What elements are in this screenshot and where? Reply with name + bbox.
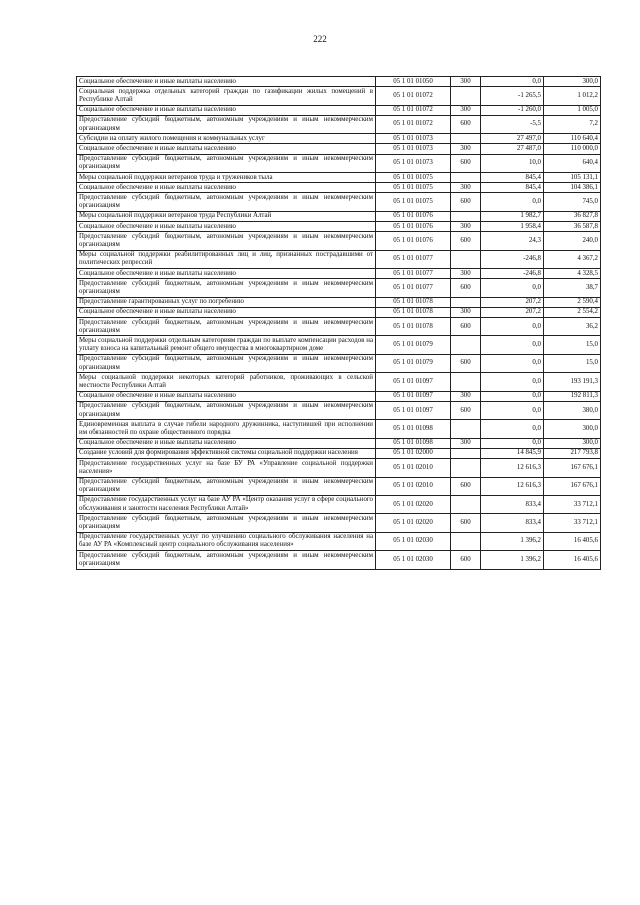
row-expense-type-cell: 300 [451,391,481,401]
table-row [77,477,601,495]
row-change-amount-cell: 0,0 [481,279,544,297]
row-change-amount-cell: 1 958,4 [481,222,544,232]
row-expense-type-cell: 300 [451,269,481,279]
row-expense-type-cell [451,297,481,307]
row-change-amount-cell: 27 487,0 [481,144,544,154]
row-name-cell: Предоставление субсидий бюджетным, автономным учреждениям и иным некоммерческим организациям [77,354,376,372]
row-code-cell: 05 1 01 01097 [376,401,451,419]
row-name-cell: Предоставление государственных услуг на базе АУ РА «Центр оказания услуг в сфере социального обслуживания и занятости населения Республики Алтай» [77,495,376,513]
row-total-amount-cell: 105 131,1 [544,173,601,183]
row-code-cell: 05 1 01 02020 [376,495,451,513]
row-total-amount-cell: 217 793,8 [544,448,601,458]
table-row [77,115,601,133]
table-row [77,336,601,354]
row-code-cell: 05 1 01 01072 [376,105,451,115]
table-row [77,232,601,250]
row-expense-type-cell: 300 [451,438,481,448]
row-expense-type-cell: 600 [451,115,481,133]
row-change-amount-cell: 0,0 [481,373,544,391]
row-total-amount-cell: 15,0 [544,336,601,354]
row-code-cell: 05 1 01 02010 [376,459,451,477]
row-total-amount-cell: 110 640,4 [544,134,601,144]
row-code-cell: 05 1 01 01075 [376,193,451,211]
row-name-cell: Социальное обеспечение и иные выплаты населению [77,222,376,232]
row-total-amount-cell: 36 587,8 [544,222,601,232]
table-row [77,373,601,391]
row-name-cell: Предоставление субсидий бюджетным, автономным учреждениям и иным некоммерческим организациям [77,318,376,336]
table-row [77,420,601,438]
row-code-cell: 05 1 01 01098 [376,420,451,438]
row-change-amount-cell: 0,0 [481,77,544,87]
row-change-amount-cell: 0,0 [481,401,544,419]
row-expense-type-cell [451,373,481,391]
row-total-amount-cell: 240,0 [544,232,601,250]
table-row [77,551,601,569]
row-expense-type-cell [451,532,481,550]
row-expense-type-cell [451,87,481,105]
row-expense-type-cell: 300 [451,105,481,115]
row-change-amount-cell: 0,0 [481,318,544,336]
row-name-cell: Социальное обеспечение и иные выплаты населению [77,183,376,193]
table-row [77,250,601,268]
row-expense-type-cell: 600 [451,514,481,532]
table-row [77,297,601,307]
row-total-amount-cell: 110 000,0 [544,144,601,154]
table-row [77,144,601,154]
row-code-cell: 05 1 01 01072 [376,87,451,105]
table-row [77,279,601,297]
table-row [77,532,601,550]
row-expense-type-cell: 600 [451,477,481,495]
row-code-cell: 05 1 01 01073 [376,144,451,154]
row-total-amount-cell: 300,0 [544,77,601,87]
row-change-amount-cell: 0,0 [481,193,544,211]
row-total-amount-cell: 104 386,1 [544,183,601,193]
row-change-amount-cell: 10,0 [481,154,544,172]
row-code-cell: 05 1 01 01078 [376,318,451,336]
row-name-cell: Предоставление государственных услуг по улучшению социального обслуживания населения на базе АУ РА «Комплексный центр социального обслуживания населения» [77,532,376,550]
row-name-cell: Меры социальной поддержки ветеранов труда и тружеников тыла [77,173,376,183]
row-name-cell: Предоставление субсидий бюджетным, автономным учреждениям и иным некоммерческим организациям [77,279,376,297]
row-change-amount-cell: 1 396,2 [481,532,544,550]
row-code-cell: 05 1 01 01079 [376,354,451,372]
row-total-amount-cell: 380,0 [544,401,601,419]
table-row [77,87,601,105]
row-expense-type-cell [451,448,481,458]
row-code-cell: 05 1 01 01076 [376,232,451,250]
row-name-cell: Социальное обеспечение и иные выплаты населению [77,307,376,317]
row-code-cell: 05 1 01 01076 [376,211,451,221]
row-total-amount-cell: 7,2 [544,115,601,133]
row-expense-type-cell: 600 [451,279,481,297]
row-total-amount-cell: 1 012,2 [544,87,601,105]
row-total-amount-cell: 15,0 [544,354,601,372]
row-expense-type-cell: 600 [451,232,481,250]
row-change-amount-cell: 0,0 [481,420,544,438]
row-name-cell: Предоставление субсидий бюджетным, автономным учреждениям и иным некоммерческим организациям [77,551,376,569]
table-row [77,401,601,419]
row-change-amount-cell: -1 260,0 [481,105,544,115]
row-code-cell: 05 1 01 02020 [376,514,451,532]
row-name-cell: Предоставление субсидий бюджетным, автономным учреждениям и иным некоммерческим организациям [77,193,376,211]
row-name-cell: Предоставление субсидий бюджетным, автономным учреждениям и иным некоммерческим организациям [77,514,376,532]
row-code-cell: 05 1 01 01077 [376,279,451,297]
row-expense-type-cell [451,420,481,438]
row-change-amount-cell: 207,2 [481,297,544,307]
row-change-amount-cell: -1 265,5 [481,87,544,105]
row-change-amount-cell: 0,0 [481,336,544,354]
row-code-cell: 05 1 01 01097 [376,391,451,401]
table-row [77,77,601,87]
row-change-amount-cell: 845,4 [481,183,544,193]
row-change-amount-cell: 1 396,2 [481,551,544,569]
row-change-amount-cell: 833,4 [481,514,544,532]
row-name-cell: Меры социальной поддержки реабилитированных лиц и лиц, признанных пострадавшими от политических репрессий [77,250,376,268]
row-change-amount-cell: 27 497,0 [481,134,544,144]
table-row [77,183,601,193]
table-row [77,318,601,336]
row-change-amount-cell: 24,3 [481,232,544,250]
table-row [77,391,601,401]
row-name-cell: Меры социальной поддержки отдельным категориям граждан по выплате компенсации расходов на уплату взноса на капитальный ремонт общего имущества в многоквартирном доме [77,336,376,354]
row-total-amount-cell: 36 827,8 [544,211,601,221]
table-row [77,105,601,115]
row-name-cell: Предоставление государственных услуг на базе БУ РА «Управление социальной поддержки населения» [77,459,376,477]
row-code-cell: 05 1 01 01076 [376,222,451,232]
table-row [77,459,601,477]
row-code-cell: 05 1 01 01097 [376,373,451,391]
row-expense-type-cell: 300 [451,77,481,87]
row-code-cell: 05 1 01 01073 [376,154,451,172]
row-total-amount-cell: 640,4 [544,154,601,172]
row-total-amount-cell: 745,0 [544,193,601,211]
row-total-amount-cell: 1 005,0 [544,105,601,115]
row-total-amount-cell: 192 811,3 [544,391,601,401]
row-code-cell: 05 1 01 01075 [376,183,451,193]
row-total-amount-cell: 36,2 [544,318,601,336]
row-code-cell: 05 1 01 01098 [376,438,451,448]
row-name-cell: Меры социальной поддержки некоторых категорий работников, проживающих в сельской местности Республики Алтай [77,373,376,391]
table-row [77,154,601,172]
table-row [77,438,601,448]
table-row [77,269,601,279]
row-name-cell: Социальная поддержка отдельных категорий граждан по газификации жилых помещений в Республике Алтай [77,87,376,105]
row-code-cell: 05 1 01 01079 [376,336,451,354]
budget-table-body [77,77,601,570]
row-change-amount-cell: 207,2 [481,307,544,317]
row-change-amount-cell: -5,5 [481,115,544,133]
row-expense-type-cell [451,134,481,144]
row-change-amount-cell: 14 845,9 [481,448,544,458]
row-name-cell: Предоставление гарантированных услуг по погребению [77,297,376,307]
row-name-cell: Предоставление субсидий бюджетным, автономным учреждениям и иным некоммерческим организациям [77,232,376,250]
row-change-amount-cell: -246,8 [481,269,544,279]
row-expense-type-cell: 600 [451,318,481,336]
row-total-amount-cell: 167 676,1 [544,477,601,495]
row-name-cell: Создание условий для формирования эффективной системы социальной поддержки населения [77,448,376,458]
table-row [77,495,601,513]
row-expense-type-cell: 600 [451,154,481,172]
row-expense-type-cell: 300 [451,144,481,154]
row-name-cell: Социальное обеспечение и иные выплаты населению [77,77,376,87]
table-row [77,222,601,232]
row-name-cell: Единовременная выплата в случае гибели народного дружинника, наступившей при исполнении им обязанностей по охране общественного порядка [77,420,376,438]
row-code-cell: 05 1 01 02030 [376,551,451,569]
table-row [77,173,601,183]
row-expense-type-cell [451,495,481,513]
row-change-amount-cell: 845,4 [481,173,544,183]
row-name-cell: Предоставление субсидий бюджетным, автономным учреждениям и иным некоммерческим организациям [77,401,376,419]
row-code-cell: 05 1 01 02000 [376,448,451,458]
table-row [77,448,601,458]
table-row [77,354,601,372]
row-name-cell: Меры социальной поддержки ветеранов труда Республики Алтай [77,211,376,221]
row-code-cell: 05 1 01 01077 [376,250,451,268]
row-total-amount-cell: 4 328,5 [544,269,601,279]
row-code-cell: 05 1 01 01072 [376,115,451,133]
row-expense-type-cell: 600 [451,401,481,419]
row-expense-type-cell: 600 [451,193,481,211]
row-change-amount-cell: 1 982,7 [481,211,544,221]
budget-table [76,76,601,570]
row-name-cell: Социальное обеспечение и иные выплаты населению [77,144,376,154]
row-expense-type-cell [451,211,481,221]
row-code-cell: 05 1 01 01077 [376,269,451,279]
row-expense-type-cell [451,173,481,183]
row-code-cell: 05 1 01 01073 [376,134,451,144]
row-change-amount-cell: 0,0 [481,438,544,448]
table-row [77,193,601,211]
table-row [77,514,601,532]
row-change-amount-cell: 0,0 [481,391,544,401]
row-name-cell: Субсидии на оплату жилого помещения и коммунальных услуг [77,134,376,144]
row-total-amount-cell: 33 712,1 [544,495,601,513]
row-total-amount-cell: 167 676,1 [544,459,601,477]
table-row [77,307,601,317]
row-code-cell: 05 1 01 02030 [376,532,451,550]
row-total-amount-cell: 300,0 [544,438,601,448]
row-expense-type-cell: 300 [451,222,481,232]
row-total-amount-cell: 300,0 [544,420,601,438]
row-change-amount-cell: -246,8 [481,250,544,268]
row-expense-type-cell: 600 [451,551,481,569]
row-total-amount-cell: 33 712,1 [544,514,601,532]
row-expense-type-cell [451,336,481,354]
row-code-cell: 05 1 01 01075 [376,173,451,183]
row-name-cell: Предоставление субсидий бюджетным, автономным учреждениям и иным некоммерческим организациям [77,154,376,172]
row-name-cell: Социальное обеспечение и иные выплаты населению [77,438,376,448]
row-name-cell: Социальное обеспечение и иные выплаты населению [77,269,376,279]
row-name-cell: Предоставление субсидий бюджетным, автономным учреждениям и иным некоммерческим организациям [77,477,376,495]
row-name-cell: Предоставление субсидий бюджетным, автономным учреждениям и иным некоммерческим организациям [77,115,376,133]
row-name-cell: Социальное обеспечение и иные выплаты населению [77,105,376,115]
row-code-cell: 05 1 01 01050 [376,77,451,87]
row-total-amount-cell: 16 405,6 [544,551,601,569]
row-total-amount-cell: 193 191,3 [544,373,601,391]
row-name-cell: Социальное обеспечение и иные выплаты населению [77,391,376,401]
row-code-cell: 05 1 01 01078 [376,307,451,317]
row-code-cell: 05 1 01 01078 [376,297,451,307]
row-change-amount-cell: 833,4 [481,495,544,513]
row-total-amount-cell: 4 367,2 [544,250,601,268]
row-expense-type-cell: 600 [451,354,481,372]
row-total-amount-cell: 38,7 [544,279,601,297]
row-expense-type-cell: 300 [451,183,481,193]
row-total-amount-cell: 2 590,4 [544,297,601,307]
row-expense-type-cell: 300 [451,307,481,317]
page-number: 222 [313,34,327,44]
row-change-amount-cell: 12 616,3 [481,477,544,495]
table-row [77,211,601,221]
table-row [77,134,601,144]
row-total-amount-cell: 16 405,6 [544,532,601,550]
row-change-amount-cell: 0,0 [481,354,544,372]
row-expense-type-cell [451,250,481,268]
row-change-amount-cell: 12 616,3 [481,459,544,477]
row-code-cell: 05 1 01 02010 [376,477,451,495]
row-total-amount-cell: 2 554,2 [544,307,601,317]
row-expense-type-cell [451,459,481,477]
